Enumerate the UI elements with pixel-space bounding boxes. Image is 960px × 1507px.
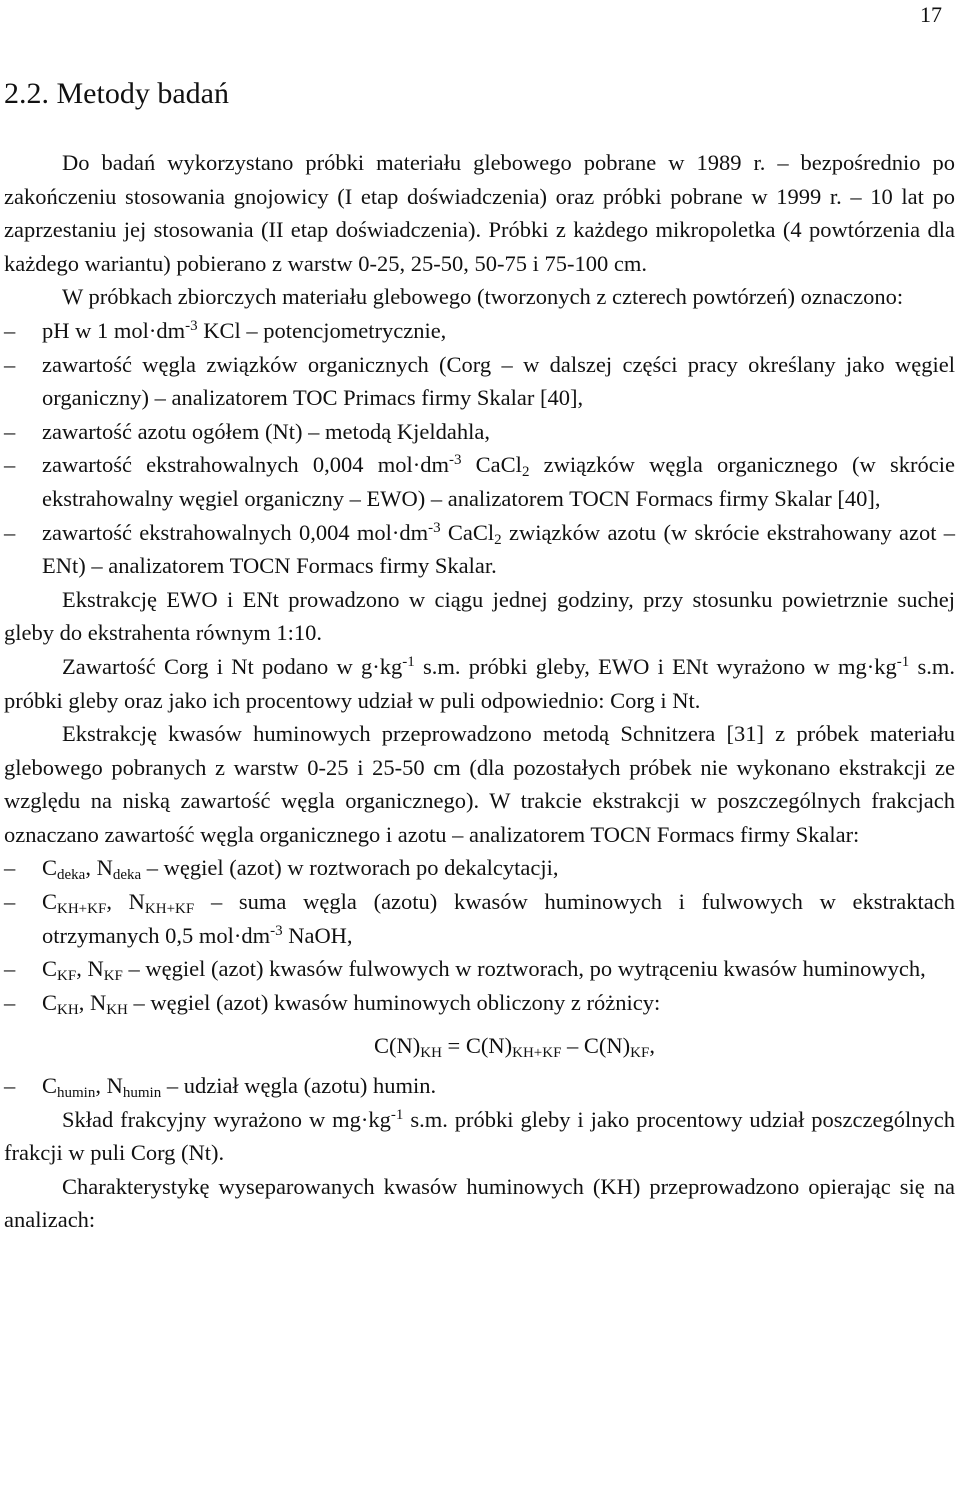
list-item-nt: – zawartość azotu ogółem (Nt) – metodą Kjeldahla, bbox=[4, 415, 955, 449]
list-item-kf: – $C_{KF}$, $N_{KF}$ – węgiel (azot) kwasów fulwowych w roztworach, po wytrąceniu kwasów huminowych, bbox=[4, 952, 955, 986]
dash-bullet: – bbox=[4, 519, 16, 545]
paragraph-humic-extraction: Ekstrakcję kwasów huminowych przeprowadzono metodą Schnitzera [31] z próbek materiału glebowego pobranych z warstw 0-25 i 25-50 cm (dla pozostałych próbek nie wykonano ekstrakcji ze względu na niską zawartość węgla organicznego). W trakcie ekstrakcji w poszczególnych frakcjach oznaczano zawartość węgla organicznego i azotu – analizatorem TOCN Formacs firmy Skalar: bbox=[4, 721, 955, 847]
dash-bullet: – bbox=[4, 1073, 16, 1099]
dash-bullet: – bbox=[4, 351, 16, 377]
list-item-deka: – $C_{deka}$, $N_{deka}$ – węgiel (azot) w roztworach po dekalcytacji, bbox=[4, 851, 955, 885]
list-item-ent: – zawartość ekstrahowalnych 0,004 $mol\cdot dm^{-3}$ CaCl$_2$ związków azotu (w skrócie ekstrahowany azot – ENt) – analizatorem TOCN Formacs firmy Skalar. bbox=[4, 516, 955, 583]
list-item-ph: – pH w 1 $mol\cdot dm^{-3}$ KCl – potencjometrycznie, bbox=[4, 314, 955, 348]
paragraph-characterization: Charakterystykę wyseparowanych kwasów huminowych (KH) przeprowadzono opierając się na analizach: bbox=[4, 1173, 955, 1233]
list-item-ewo: – zawartość ekstrahowalnych 0,004 $mol\cdot dm^{-3}$ CaCl$_2$ związków węgla organicznego (w skrócie ekstrahowalny węgiel organiczny – EWO) – analizatorem TOCN Formacs firmy Skalar [40], bbox=[4, 448, 955, 515]
dash-bullet: – bbox=[4, 317, 16, 343]
dash-bullet: – bbox=[4, 989, 16, 1015]
list-item-corg: – zawartość węgla związków organicznych (Corg – w dalszej części pracy określany jako węgiel organiczny) – analizatorem TOC Primacs firmy Skalar [40], bbox=[4, 348, 955, 415]
paragraph-extraction: Ekstrakcję EWO i ENt prowadzono w ciągu jednej godziny, przy stosunku powietrznie suchej gleby do ekstrahenta równym 1:10. bbox=[4, 586, 955, 646]
dash-bullet: – bbox=[4, 418, 16, 444]
document-body bbox=[4, 146, 955, 1237]
section-title: 2.2. Metody badań bbox=[4, 77, 229, 110]
dash-bullet: – bbox=[4, 889, 16, 915]
list-item-kh-kf: – $C_{KH+KF}$, $N_{KH+KF}$ – suma węgla (azotu) kwasów huminowych i fulwowych w ekstraktach otrzymanych 0,5 $mol\cdot dm^{-3}$ NaOH, bbox=[4, 885, 955, 952]
page-number: 17 bbox=[920, 2, 942, 27]
formula-kh: $C(N)_{KH} = C(N)_{KH+KF} - C(N)_{KF}$, bbox=[374, 1033, 655, 1062]
paragraph-samples: Do badań wykorzystano próbki materiału glebowego pobrane w 1989 r. – bezpośrednio po zakończeniu stosowania gnojowicy (I etap doświadczenia) oraz próbki pobrane w 1999 r. – 10 lat po zaprzestaniu jej stosowania (II etap doświadczenia). Próbki z każdego mikropoletka (4 powtórzenia dla każdego wariantu) pobierano z warstw 0-25, 25-50, 50-75 i 75-100 cm. bbox=[4, 150, 955, 276]
dash-bullet: – bbox=[4, 452, 16, 478]
paragraph-units: Zawartość Corg i Nt podano w $g\cdot kg^{-1}$ s.m. próbki gleby, EWO i ENt wyrażono w $mg\cdot kg^{-1}$ s.m. próbki gleby oraz jako ich procentowy udział w puli odpowiednio: Corg i Nt. bbox=[4, 653, 955, 713]
list-item-humin: – $C_{humin}$, $N_{humin}$ – udział węgla (azotu) humin. bbox=[4, 1069, 955, 1103]
paragraph-determinations-intro: W próbkach zbiorczych materiału glebowego (tworzonych z czterech powtórzeń) oznaczono: bbox=[62, 284, 904, 310]
dash-bullet: – bbox=[4, 956, 16, 982]
dash-bullet: – bbox=[4, 855, 16, 881]
list-item-kh: – $C_{KH}$, $N_{KH}$ – węgiel (azot) kwasów huminowych obliczony z różnicy: bbox=[4, 986, 955, 1020]
paragraph-fraction-composition: Skład frakcyjny wyrażono w $mg\cdot kg^{-1}$ s.m. próbki gleby i jako procentowy udział poszczególnych frakcji w puli Corg (Nt). bbox=[4, 1106, 955, 1166]
